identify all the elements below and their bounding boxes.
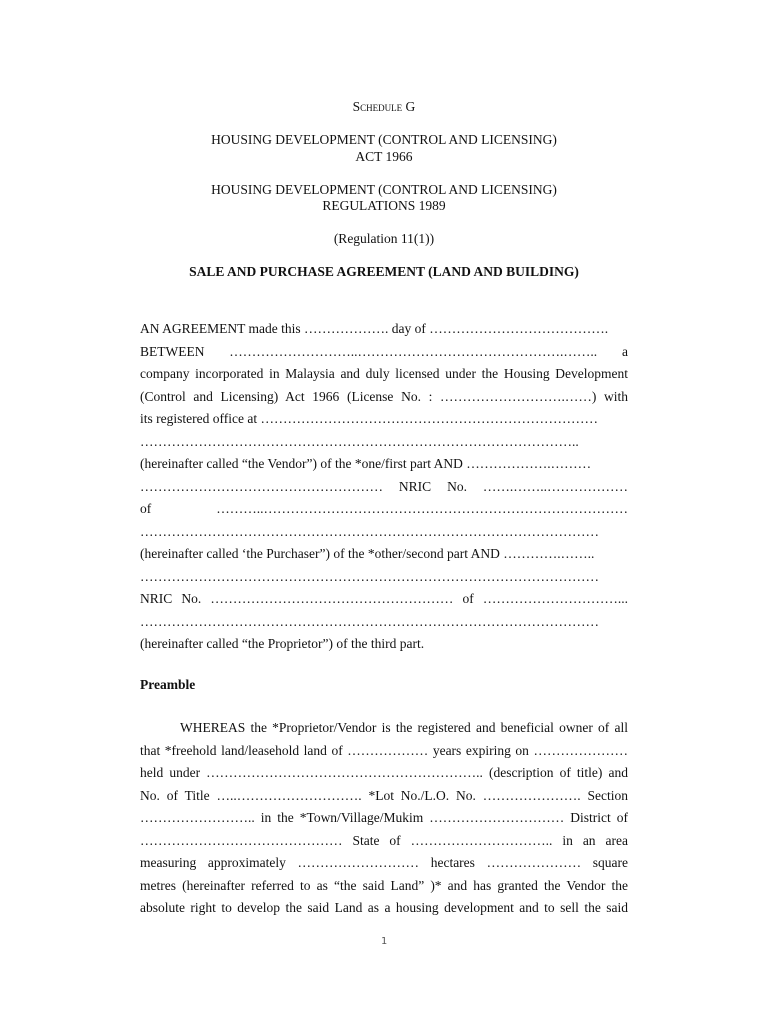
preamble-line: metres (hereinafter referred to as “the said Land” )* and has granted the Vendor the — [140, 877, 628, 893]
parties-line: its registered office at ………………………………………………………………… — [140, 411, 598, 426]
act-title-line1: HOUSING DEVELOPMENT (CONTROL AND LICENSING) — [211, 132, 557, 147]
preamble-line: WHEREAS the *Proprietor/Vendor is the registered and beneficial owner of all — [180, 720, 628, 735]
preamble-line: absolute right to develop the said Land as a housing development and to sell the said — [140, 900, 628, 915]
preamble-line: held under …………………………………………………….. (description of title) and — [140, 765, 628, 780]
parties-line: company incorporated in Malaysia and duly licensed under the Housing Development — [140, 366, 628, 381]
parties-line: ………………………………………………………………………………………… — [140, 568, 599, 584]
regulations-title-line2: REGULATIONS 1989 — [322, 198, 446, 213]
preamble-line: No. of Title …..………………………. *Lot No./L.O. No. …………………. Section — [140, 787, 628, 803]
schedule-label: Schedule G — [352, 99, 416, 114]
preamble-line: …………………….. in the *Town/Village/Mukim ………………………… District of — [140, 810, 628, 825]
preamble-line: that *freehold land/leasehold land of ……………… years expiring on ………………… — [140, 742, 628, 758]
preamble-line: ……………………………………… State of ………………………….. in an area — [140, 832, 628, 848]
regulations-title-line1: HOUSING DEVELOPMENT (CONTROL AND LICENSING) — [211, 182, 557, 197]
parties-line: ………………………………………………………………………………………… — [140, 613, 599, 629]
parties-line: ………………………………………………………………………………………… — [140, 523, 599, 539]
parties-line: (hereinafter called “the Proprietor”) of the third part. — [140, 636, 425, 651]
agreement-title: SALE AND PURCHASE AGREEMENT (LAND AND BUILDING) — [189, 264, 579, 279]
parties-line: ……………………………………………… NRIC No. …….……..……………… — [140, 478, 628, 494]
preamble-paragraph — [140, 717, 628, 920]
parties-line: (hereinafter called ‘the Purchaser”) of the *other/second part AND ………….…….. — [140, 546, 595, 561]
regulation-reference: (Regulation 11(1)) — [333, 231, 435, 246]
parties-line: BETWEEN ………………………..……………………………………….…….. a — [140, 343, 628, 359]
parties-line: NRIC No. ……………………………………………… of …………………………... — [140, 591, 628, 606]
parties-line: (Control and Licensing) Act 1966 (License No. : ……………………….……) with — [140, 388, 628, 404]
parties-section — [140, 318, 628, 656]
preamble-line: measuring approximately ……………………… hectares ………………… square — [140, 855, 628, 870]
act-title-line2: ACT 1966 — [355, 149, 413, 164]
page-number: 1 — [380, 936, 388, 947]
parties-line: (hereinafter called “the Vendor”) of the *one/first part AND ……………….……… — [140, 456, 592, 471]
parties-line: …………………………………………………………………………………….. — [140, 433, 579, 449]
preamble-heading: Preamble — [140, 677, 196, 692]
parties-line: of ………..……………………………………………………………………… — [140, 501, 628, 516]
parties-line: AN AGREEMENT made this ………………. day of …………………………………. — [140, 321, 609, 336]
